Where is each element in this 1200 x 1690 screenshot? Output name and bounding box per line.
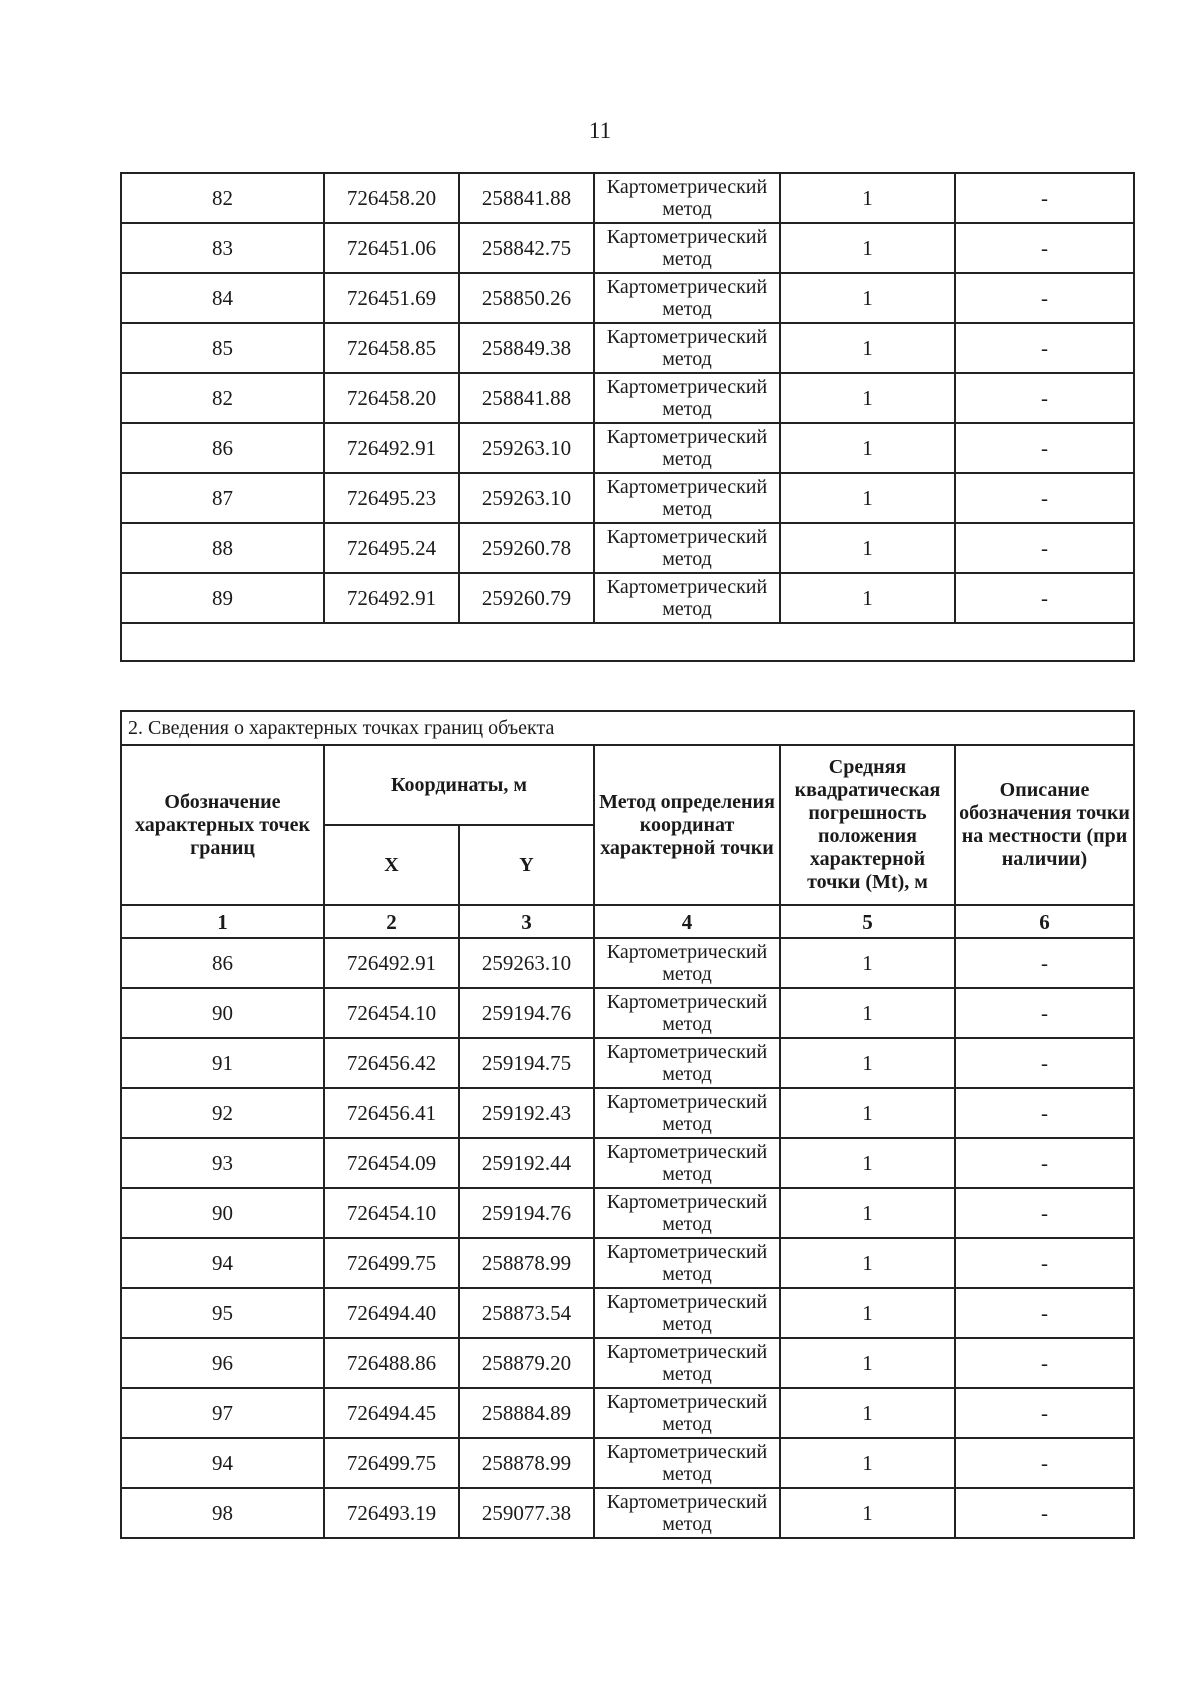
table-row <box>121 1488 1134 1538</box>
cell-error: 1 <box>780 1238 955 1288</box>
table-row <box>121 938 1134 988</box>
table-row <box>121 1388 1134 1438</box>
cell-x: 726493.19 <box>324 1488 459 1538</box>
cell-description: - <box>955 373 1134 423</box>
cell-y: 258884.89 <box>459 1388 594 1438</box>
cell-y: 258841.88 <box>459 173 594 223</box>
header-x: X <box>324 825 459 905</box>
column-numbers-row <box>121 905 1134 938</box>
cell-error: 1 <box>780 273 955 323</box>
cell-description: - <box>955 223 1134 273</box>
cell-error: 1 <box>780 1038 955 1088</box>
cell-x: 726451.06 <box>324 223 459 273</box>
cell-x: 726454.10 <box>324 988 459 1038</box>
cell-point: 96 <box>121 1338 324 1388</box>
cell-y: 259263.10 <box>459 473 594 523</box>
cell-x: 726492.91 <box>324 423 459 473</box>
table-row <box>121 423 1134 473</box>
cell-description: - <box>955 1488 1134 1538</box>
cell-x: 726458.20 <box>324 373 459 423</box>
cell-method: Картометрический метод <box>594 373 780 423</box>
cell-description: - <box>955 1338 1134 1388</box>
cell-x: 726456.41 <box>324 1088 459 1138</box>
cell-point: 92 <box>121 1088 324 1138</box>
header-error: Средняя квадратическая погрешность положения характерной точки (Mt), м <box>780 745 955 905</box>
cell-x: 726495.23 <box>324 473 459 523</box>
cell-point: 86 <box>121 423 324 473</box>
cell-description: - <box>955 1188 1134 1238</box>
header-description: Описание обозначения точки на местности (при наличии) <box>955 745 1134 905</box>
cell-y: 259194.75 <box>459 1038 594 1088</box>
cell-x: 726499.75 <box>324 1438 459 1488</box>
column-number: 3 <box>459 905 594 938</box>
cell-description: - <box>955 423 1134 473</box>
table-row <box>121 323 1134 373</box>
cell-description: - <box>955 473 1134 523</box>
cell-point: 90 <box>121 988 324 1038</box>
cell-method: Картометрический метод <box>594 1338 780 1388</box>
cell-method: Картометрический метод <box>594 523 780 573</box>
cell-y: 259192.44 <box>459 1138 594 1188</box>
cell-error: 1 <box>780 373 955 423</box>
cell-method: Картометрический метод <box>594 1038 780 1088</box>
cell-method: Картометрический метод <box>594 1238 780 1288</box>
cell-description: - <box>955 1038 1134 1088</box>
cell-error: 1 <box>780 1388 955 1438</box>
cell-error: 1 <box>780 938 955 988</box>
coordinates-table-continuation <box>120 172 1135 662</box>
cell-method: Картометрический метод <box>594 1088 780 1138</box>
header-coordinates: Координаты, м <box>324 745 594 825</box>
table-row <box>121 373 1134 423</box>
cell-point: 83 <box>121 223 324 273</box>
cell-point: 94 <box>121 1238 324 1288</box>
cell-x: 726451.69 <box>324 273 459 323</box>
table-row <box>121 1338 1134 1388</box>
cell-error: 1 <box>780 988 955 1038</box>
column-number: 6 <box>955 905 1134 938</box>
cell-error: 1 <box>780 573 955 623</box>
cell-description: - <box>955 1238 1134 1288</box>
cell-point: 95 <box>121 1288 324 1338</box>
cell-error: 1 <box>780 1488 955 1538</box>
cell-method: Картометрический метод <box>594 988 780 1038</box>
cell-y: 258849.38 <box>459 323 594 373</box>
cell-error: 1 <box>780 1188 955 1238</box>
cell-method: Картометрический метод <box>594 1288 780 1338</box>
column-number: 1 <box>121 905 324 938</box>
table-row <box>121 1438 1134 1488</box>
cell-y: 259194.76 <box>459 988 594 1038</box>
cell-y: 258841.88 <box>459 373 594 423</box>
cell-description: - <box>955 323 1134 373</box>
cell-x: 726454.10 <box>324 1188 459 1238</box>
column-number: 4 <box>594 905 780 938</box>
cell-method: Картометрический метод <box>594 1138 780 1188</box>
cell-x: 726499.75 <box>324 1238 459 1288</box>
cell-error: 1 <box>780 523 955 573</box>
cell-y: 259263.10 <box>459 423 594 473</box>
boundary-points-table <box>120 710 1135 1539</box>
cell-y: 258879.20 <box>459 1338 594 1388</box>
cell-description: - <box>955 573 1134 623</box>
cell-method: Картометрический метод <box>594 473 780 523</box>
cell-error: 1 <box>780 323 955 373</box>
cell-point: 89 <box>121 573 324 623</box>
cell-method: Картометрический метод <box>594 273 780 323</box>
cell-method: Картометрический метод <box>594 573 780 623</box>
cell-method: Картометрический метод <box>594 1188 780 1238</box>
cell-x: 726488.86 <box>324 1338 459 1388</box>
cell-description: - <box>955 273 1134 323</box>
cell-error: 1 <box>780 1138 955 1188</box>
cell-description: - <box>955 1438 1134 1488</box>
cell-method: Картометрический метод <box>594 1388 780 1438</box>
cell-y: 258873.54 <box>459 1288 594 1338</box>
cell-point: 93 <box>121 1138 324 1188</box>
table-row <box>121 1238 1134 1288</box>
cell-point: 82 <box>121 173 324 223</box>
cell-point: 84 <box>121 273 324 323</box>
empty-row <box>121 623 1134 661</box>
cell-y: 258850.26 <box>459 273 594 323</box>
cell-description: - <box>955 1138 1134 1188</box>
cell-error: 1 <box>780 423 955 473</box>
cell-description: - <box>955 1088 1134 1138</box>
cell-method: Картометрический метод <box>594 1438 780 1488</box>
table-row <box>121 173 1134 223</box>
header-y: Y <box>459 825 594 905</box>
table-row <box>121 1038 1134 1088</box>
cell-method: Картометрический метод <box>594 323 780 373</box>
cell-method: Картометрический метод <box>594 173 780 223</box>
cell-y: 259192.43 <box>459 1088 594 1138</box>
cell-error: 1 <box>780 173 955 223</box>
cell-point: 91 <box>121 1038 324 1088</box>
table-row <box>121 1188 1134 1238</box>
cell-point: 88 <box>121 523 324 573</box>
cell-point: 97 <box>121 1388 324 1438</box>
cell-error: 1 <box>780 473 955 523</box>
cell-y: 258878.99 <box>459 1238 594 1288</box>
cell-description: - <box>955 1388 1134 1438</box>
cell-description: - <box>955 523 1134 573</box>
cell-method: Картометрический метод <box>594 423 780 473</box>
cell-y: 259260.79 <box>459 573 594 623</box>
cell-x: 726492.91 <box>324 938 459 988</box>
table-row <box>121 523 1134 573</box>
cell-x: 726458.85 <box>324 323 459 373</box>
cell-y: 259260.78 <box>459 523 594 573</box>
table-row <box>121 1288 1134 1338</box>
cell-method: Картометрический метод <box>594 223 780 273</box>
cell-x: 726492.91 <box>324 573 459 623</box>
header-method: Метод определения координат характерной точки <box>594 745 780 905</box>
cell-error: 1 <box>780 1338 955 1388</box>
page-number: 11 <box>588 118 612 143</box>
cell-error: 1 <box>780 1438 955 1488</box>
cell-point: 86 <box>121 938 324 988</box>
cell-description: - <box>955 938 1134 988</box>
cell-point: 87 <box>121 473 324 523</box>
cell-x: 726456.42 <box>324 1038 459 1088</box>
cell-description: - <box>955 1288 1134 1338</box>
column-number: 5 <box>780 905 955 938</box>
cell-y: 258878.99 <box>459 1438 594 1488</box>
table-row <box>121 473 1134 523</box>
column-number: 2 <box>324 905 459 938</box>
cell-error: 1 <box>780 1088 955 1138</box>
cell-method: Картометрический метод <box>594 1488 780 1538</box>
cell-y: 259263.10 <box>459 938 594 988</box>
table-row <box>121 273 1134 323</box>
cell-error: 1 <box>780 223 955 273</box>
table-row <box>121 1088 1134 1138</box>
cell-point: 94 <box>121 1438 324 1488</box>
cell-description: - <box>955 988 1134 1038</box>
cell-x: 726494.45 <box>324 1388 459 1438</box>
cell-error: 1 <box>780 1288 955 1338</box>
cell-method: Картометрический метод <box>594 938 780 988</box>
cell-point: 82 <box>121 373 324 423</box>
cell-x: 726495.24 <box>324 523 459 573</box>
cell-y: 259077.38 <box>459 1488 594 1538</box>
cell-y: 258842.75 <box>459 223 594 273</box>
cell-x: 726454.09 <box>324 1138 459 1188</box>
cell-y: 259194.76 <box>459 1188 594 1238</box>
cell-x: 726494.40 <box>324 1288 459 1338</box>
cell-point: 90 <box>121 1188 324 1238</box>
table-row <box>121 573 1134 623</box>
table-row <box>121 223 1134 273</box>
table-caption: 2. Сведения о характерных точках границ объекта <box>121 711 1134 745</box>
cell-description: - <box>955 173 1134 223</box>
cell-point: 85 <box>121 323 324 373</box>
cell-point: 98 <box>121 1488 324 1538</box>
cell-x: 726458.20 <box>324 173 459 223</box>
header-point: Обозначение характерных точек границ <box>121 745 324 905</box>
table-row <box>121 988 1134 1038</box>
table-row <box>121 1138 1134 1188</box>
